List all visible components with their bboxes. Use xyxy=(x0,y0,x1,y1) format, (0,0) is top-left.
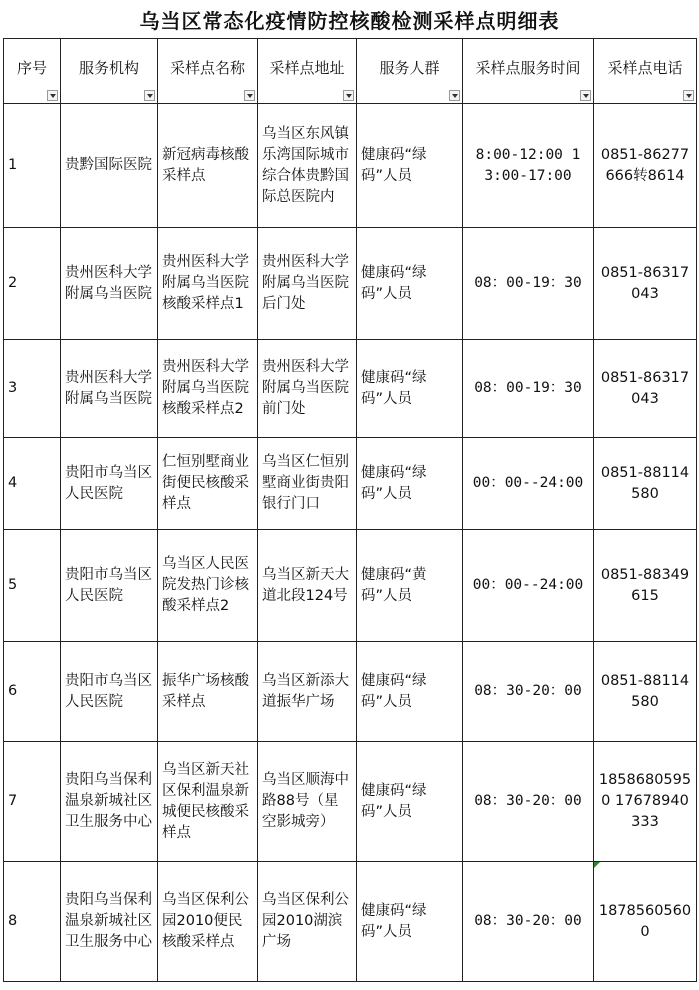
cell-address[interactable]: 乌当区新添大道振华广场 xyxy=(258,642,357,742)
filter-dropdown-icon[interactable] xyxy=(244,90,255,101)
cell-no[interactable]: 7 xyxy=(4,742,61,862)
sampling-points-table xyxy=(3,38,697,982)
cell-address[interactable]: 乌当区顺海中路88号（星空影城旁） xyxy=(258,742,357,862)
filter-dropdown-icon[interactable] xyxy=(683,90,694,101)
cell-crowd[interactable]: 健康码“绿码”人员 xyxy=(357,862,463,982)
cell-phone[interactable]: 0851-86317043 xyxy=(594,228,697,340)
cell-address[interactable]: 贵州医科大学附属乌当医院后门处 xyxy=(258,228,357,340)
cell-org[interactable]: 贵州医科大学附属乌当医院 xyxy=(61,340,158,438)
filter-dropdown-icon[interactable] xyxy=(343,90,354,101)
sheet-title: 乌当区常态化疫情防控核酸检测采样点明细表 xyxy=(139,9,560,33)
table-row xyxy=(4,862,697,982)
cell-org[interactable]: 贵阳乌当保利温泉新城社区卫生服务中心 xyxy=(61,862,158,982)
cell-crowd[interactable]: 健康码“绿码”人员 xyxy=(357,228,463,340)
filter-dropdown-icon[interactable] xyxy=(47,90,58,101)
cell-address[interactable]: 乌当区新天大道北段124号 xyxy=(258,530,357,642)
cell-comment-marker xyxy=(594,862,600,868)
cell-time[interactable]: 08：30-20：00 xyxy=(463,862,594,982)
cell-name[interactable]: 乌当区新天社区保利温泉新城便民核酸采样点 xyxy=(158,742,258,862)
cell-phone[interactable]: 0851-88114580 xyxy=(594,642,697,742)
cell-org[interactable]: 贵阳乌当保利温泉新城社区卫生服务中心 xyxy=(61,742,158,862)
cell-name[interactable]: 贵州医科大学附属乌当医院核酸采样点2 xyxy=(158,340,258,438)
cell-time[interactable]: 08：00-19：30 xyxy=(463,340,594,438)
header-address: 采样点地址 xyxy=(258,39,357,104)
cell-org[interactable]: 贵阳市乌当区人民医院 xyxy=(61,642,158,742)
cell-phone[interactable]: 0851-86317043 xyxy=(594,340,697,438)
cell-phone[interactable]: 0851-88114580 xyxy=(594,438,697,530)
table-row xyxy=(4,530,697,642)
cell-time[interactable]: 00：00--24:00 xyxy=(463,530,594,642)
cell-crowd[interactable]: 健康码“绿码”人员 xyxy=(357,340,463,438)
table-row xyxy=(4,228,697,340)
cell-time[interactable]: 8:00-12:00 13:00-17:00 xyxy=(463,104,594,228)
cell-phone[interactable] xyxy=(594,862,697,982)
cell-phone[interactable]: 0851-86277666转8614 xyxy=(594,104,697,228)
header-crowd: 服务人群 xyxy=(357,39,463,104)
cell-name[interactable]: 贵州医科大学附属乌当医院核酸采样点1 xyxy=(158,228,258,340)
cell-no[interactable]: 2 xyxy=(4,228,61,340)
cell-phone[interactable]: 0851-88349615 xyxy=(594,530,697,642)
cell-time[interactable]: 00：00--24:00 xyxy=(463,438,594,530)
header-time: 采样点服务时间 xyxy=(463,39,594,104)
cell-phone-text: 18785605600 xyxy=(598,902,692,940)
cell-name[interactable]: 振华广场核酸采样点 xyxy=(158,642,258,742)
cell-time[interactable]: 08：30-20：00 xyxy=(463,742,594,862)
cell-name[interactable]: 新冠病毒核酸采样点 xyxy=(158,104,258,228)
filter-dropdown-icon[interactable] xyxy=(580,90,591,101)
table-row xyxy=(4,340,697,438)
cell-no[interactable]: 4 xyxy=(4,438,61,530)
table-row xyxy=(4,104,697,228)
header-phone: 采样点电话 xyxy=(594,39,697,104)
cell-address[interactable]: 乌当区保利公园2010湖滨广场 xyxy=(258,862,357,982)
header-row xyxy=(4,39,697,104)
cell-crowd[interactable]: 健康码“绿码”人员 xyxy=(357,438,463,530)
cell-no[interactable]: 3 xyxy=(4,340,61,438)
cell-no[interactable]: 8 xyxy=(4,862,61,982)
table-row xyxy=(4,742,697,862)
cell-address[interactable]: 乌当区仁恒别墅商业街贵阳银行门口 xyxy=(258,438,357,530)
cell-time[interactable]: 08：30-20：00 xyxy=(463,642,594,742)
cell-no[interactable]: 5 xyxy=(4,530,61,642)
cell-org[interactable]: 贵阳市乌当区人民医院 xyxy=(61,530,158,642)
cell-crowd[interactable]: 健康码“绿码”人员 xyxy=(357,742,463,862)
filter-dropdown-icon[interactable] xyxy=(144,90,155,101)
header-no: 序号 xyxy=(4,39,61,104)
cell-phone[interactable]: 18586805950 17678940333 xyxy=(594,742,697,862)
cell-name[interactable]: 乌当区保利公园2010便民核酸采样点 xyxy=(158,862,258,982)
cell-org[interactable]: 贵黔国际医院 xyxy=(61,104,158,228)
cell-no[interactable]: 6 xyxy=(4,642,61,742)
cell-name[interactable]: 乌当区人民医院发热门诊核酸采样点2 xyxy=(158,530,258,642)
header-org: 服务机构 xyxy=(61,39,158,104)
table-row xyxy=(4,438,697,530)
cell-org[interactable]: 贵阳市乌当区人民医院 xyxy=(61,438,158,530)
cell-crowd[interactable]: 健康码“黄码”人员 xyxy=(357,530,463,642)
cell-time[interactable]: 08：00-19：30 xyxy=(463,228,594,340)
cell-name[interactable]: 仁恒别墅商业街便民核酸采样点 xyxy=(158,438,258,530)
cell-crowd[interactable]: 健康码“绿码”人员 xyxy=(357,642,463,742)
cell-address[interactable]: 贵州医科大学附属乌当医院前门处 xyxy=(258,340,357,438)
cell-address[interactable]: 乌当区东风镇乐湾国际城市综合体贵黔国际总医院内 xyxy=(258,104,357,228)
filter-dropdown-icon[interactable] xyxy=(449,90,460,101)
header-name: 采样点名称 xyxy=(158,39,258,104)
cell-crowd[interactable]: 健康码“绿码”人员 xyxy=(357,104,463,228)
cell-org[interactable]: 贵州医科大学附属乌当医院 xyxy=(61,228,158,340)
table-row xyxy=(4,642,697,742)
cell-no[interactable]: 1 xyxy=(4,104,61,228)
